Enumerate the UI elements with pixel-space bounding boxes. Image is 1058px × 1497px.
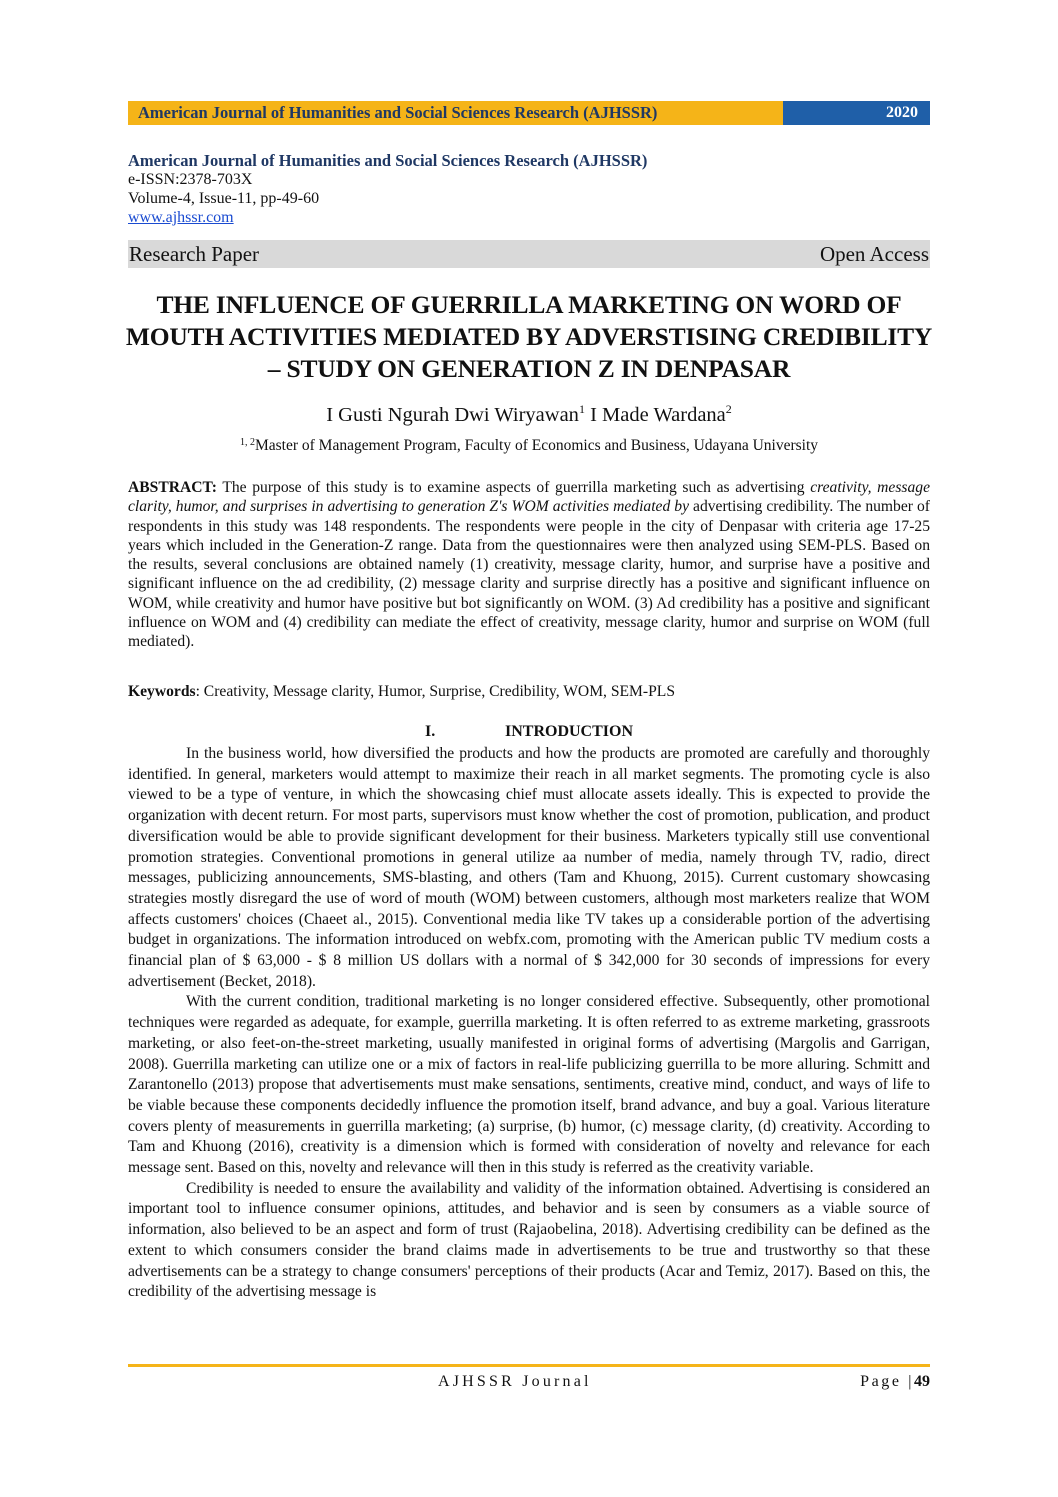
footer-page-label: Page | — [860, 1373, 914, 1390]
introduction-body — [128, 744, 930, 1303]
affiliation-text: Master of Management Program, Faculty of Economics and Business, Udayana University — [254, 437, 819, 454]
keywords — [128, 682, 930, 701]
paper-title: THE INFLUENCE OF GUERRILLA MARKETING ON WORD OF MOUTH ACTIVITIES MEDIATED BY ADVERSTISING CREDIBILITY – STUDY ON GENERATION Z IN DENPASAR — [125, 290, 933, 383]
footer-page-value: 49 — [914, 1373, 930, 1390]
running-header-year: 2020 — [783, 101, 930, 125]
masthead — [128, 151, 930, 227]
journal-website-link[interactable]: www.ajhssr.com — [128, 209, 234, 226]
section-title: INTRODUCTION — [504, 723, 633, 740]
section-heading-introduction — [128, 722, 930, 742]
running-header-journal: American Journal of Humanities and Social Sciences Research (AJHSSR) — [128, 101, 783, 125]
affiliation-mark: 1, 2 — [239, 437, 255, 448]
abstract — [128, 478, 930, 652]
masthead-journal: American Journal of Humanities and Social Sciences Research (AJHSSR) — [128, 151, 648, 170]
footer-journal: AJHSSR Journal — [438, 1373, 592, 1390]
body-paragraph-1: In the business world, how diversified the products and how the products are promoted are carefully and thoroughly identified. In general, marketers would attempt to maximize their reach in all market segments. The promoting cycle is also viewed to be a type of venture, in which the showcasing chief must allocate assets ideally. This is expected to provide the organization with decent return. For most parts, supervisors must know whether the cost of promotion, publication, and product diversification would be able to provide significant development for their business. Marketers typically still use conventional promotion strategies. Conventional promotions in general utilize aa number of media, namely through TV, radio, direct messages, publicizing announcements, SMS-blasting, and others (Tam and Khuong, 2015). Current customary showcasing strategies mostly disregard the use of word of mouth (WOM) between customers, although most marketers realize that WOM affects customers' choices (Chaeet al., 2015). Conventional media like TV takes up a considerable portion of the advertising budget in organizations. The information introduced on webfx.com, promoting with the American public TV medium costs a financial plan of $ 63,000 - $ 8 million US dollars with a normal of $ 342,000 for 30 seconds of impressions for every advertisement (Becket, 2018). — [128, 745, 930, 990]
section-number: I. — [424, 723, 436, 740]
keywords-text: : Creativity, Message clarity, Humor, Surprise, Credibility, WOM, SEM-PLS — [195, 683, 675, 700]
paper-type: Research Paper — [129, 241, 260, 266]
access-type: Open Access — [819, 241, 929, 266]
footer-divider — [128, 1364, 930, 1367]
author-1: I Gusti Ngurah Dwi Wiryawan — [326, 404, 579, 426]
footer-page-number — [860, 1373, 930, 1391]
author-1-affiliation-mark: 1 — [578, 402, 585, 416]
author-2-affiliation-mark: 2 — [725, 402, 732, 416]
author-list — [128, 402, 930, 427]
keywords-label: Keywords — [128, 683, 196, 700]
abstract-text-italic: creativity, message clarity, humor, and surprises in advertising to generation Z's WOM activities mediated by — [128, 479, 931, 516]
running-header — [128, 101, 930, 125]
page-footer — [128, 1373, 930, 1395]
body-paragraph-3: Credibility is needed to ensure the availability and validity of the information obtained. Advertising is considered an important tool to influence consumer opinions, attitudes, and behavior and is seen by consumers as a viable source of information, also believed to be an aspect and form of trust (Rajaobelina, 2018). Advertising credibility can be defined as the extent to which consumers consider the brand claims made in advertisements to be true and trustworthy so that these advertisements can be a strategy to change consumers' perceptions of their products (Acar and Temiz, 2017). Based on this, the credibility of the advertising message is — [128, 1179, 930, 1301]
paper-type-bar — [128, 240, 930, 268]
affiliation — [128, 437, 930, 455]
author-2: I Made Wardana — [590, 404, 726, 426]
body-paragraph-2: With the current condition, traditional marketing is no longer considered effective. Subsequently, other promotional techniques were regarded as adequate, for example, guerrilla marketing. It is often referred to as extreme marketing, grassroots marketing, or also feet-on-the-street marketing, usually manifested in original forms of advertising (Margolis and Garrigan, 2008). Guerrilla marketing can utilize one or a mix of factors in real-life publicizing guerrilla to be more alluring. Schmitt and Zarantonello (2013) propose that advertisements must make sensations, sentiments, creative mind, conduct, and ways of life to be viable because these components decidedly influence the promotion itself, brand advance, and buy a goal. Various literature covers plenty of measurements in guerrilla marketing; (a) surprise, (b) humor, (c) message clarity, (d) creativity. According to Tam and Khuong (2016), creativity is a dimension which is formed with consideration of novelty and relevance for each message sent. Based on this, novelty and relevance will then in this study is referred as the creativity variable. — [128, 993, 930, 1177]
abstract-label: ABSTRACT: — [128, 479, 217, 496]
masthead-issn: e-ISSN:2378-703X — [128, 171, 253, 188]
masthead-volume: Volume-4, Issue-11, pp-49-60 — [128, 190, 320, 207]
abstract-text-2: advertising credibility. The number of respondents in this study was 148 respondents. The respondents were people in the city of Denpasar with criteria age 17-25 years which included in the Generation-Z range. Data from the questionnaires were then analyzed using SEM-PLS. Based on the results, several conclusions are obtained namely (1) creativity, message clarity, humor, and surprise have a positive and significant influence on the ad credibility, (2) message clarity and surprise directly has a positive and significant influence on WOM, while creativity and humor have positive but bot significantly on WOM. (3) Ad credibility has a positive and significant influence on WOM and (4) credibility can mediate the effect of creativity, message clarity, humor and surprise on WOM (full mediated). — [128, 498, 930, 651]
abstract-text-1: The purpose of this study is to examine aspects of guerrilla marketing such as advertising — [222, 479, 805, 496]
